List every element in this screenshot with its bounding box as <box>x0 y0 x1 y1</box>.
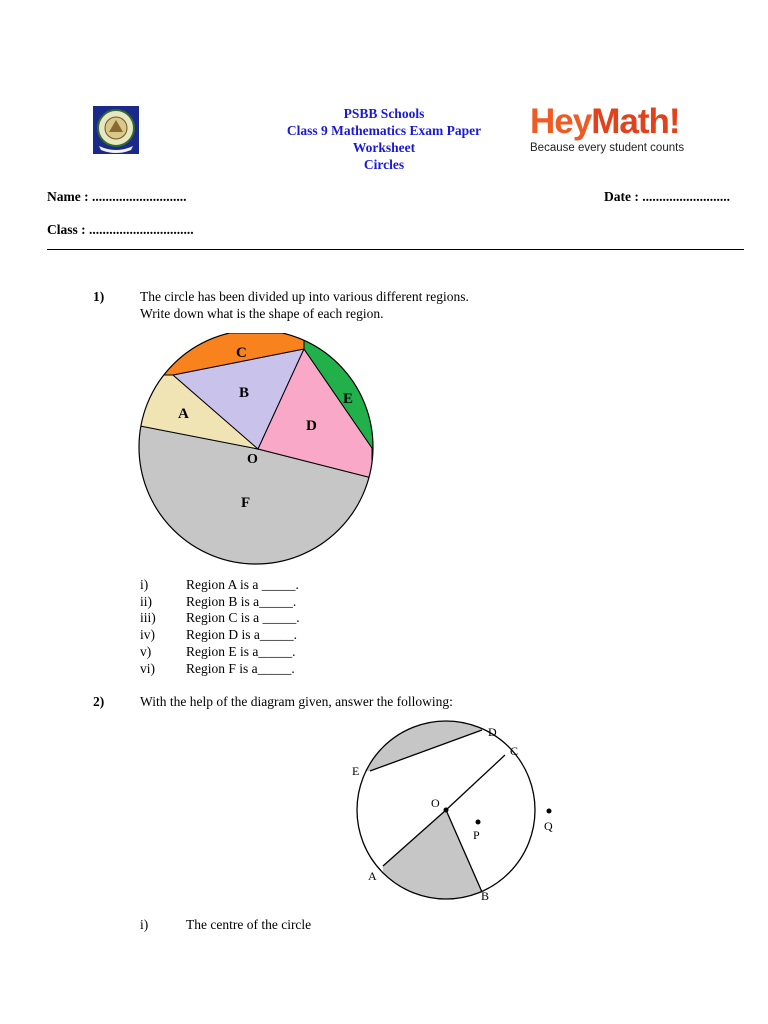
label-d2: D <box>488 725 497 739</box>
brand-name-part2: Math! <box>591 102 680 141</box>
brand-name-part1: Hey <box>530 102 592 141</box>
question-2-line1: With the help of the diagram given, answer the following: <box>140 694 453 709</box>
question-2-items <box>140 917 311 934</box>
header-divider <box>47 249 744 250</box>
list-item: vi) Region F is a_____. <box>140 660 295 676</box>
question-1-number: 1) <box>93 289 105 304</box>
label-a: A <box>178 406 189 422</box>
label-a2: A <box>368 869 377 883</box>
class-field[interactable]: Class : ............................... <box>47 222 194 237</box>
list-item: iii) Region C is a _____. <box>140 610 300 626</box>
label-q: Q <box>544 819 553 833</box>
question-1-items <box>140 577 300 677</box>
label-b2: B <box>481 889 490 903</box>
list-item: i) Region A is a _____. <box>140 577 299 592</box>
regions-circle-diagram <box>130 333 390 568</box>
label-e: E <box>343 391 354 407</box>
date-field[interactable]: Date : .......................... <box>604 189 730 204</box>
topic-title: Circles <box>363 157 405 172</box>
brand-tagline: Because every student counts <box>530 142 685 154</box>
label-c: C <box>236 345 247 361</box>
question-2-number: 2) <box>93 694 105 709</box>
school-name: PSBB Schools <box>343 106 425 121</box>
label-o2: O <box>431 796 440 810</box>
list-item: i) The centre of the circle <box>140 917 312 932</box>
label-d: D <box>306 418 317 434</box>
label-o: O <box>247 452 258 467</box>
question-1-line2: Write down what is the shape of each region. <box>140 306 384 321</box>
name-field[interactable]: Name : ............................ <box>47 189 187 204</box>
label-f: F <box>241 495 251 511</box>
label-p: P <box>473 828 480 842</box>
paper-type: Worksheet <box>352 140 416 155</box>
list-item: iv) Region D is a_____. <box>140 627 297 643</box>
chords-circle-diagram <box>340 720 570 910</box>
heymath-logo <box>530 103 705 163</box>
question-1-line1: The circle has been divided up into various different regions. <box>140 289 469 304</box>
list-item: ii) Region B is a_____. <box>140 593 297 609</box>
sector-aob <box>383 810 482 910</box>
label-c2: C <box>510 744 519 758</box>
paper-title: Class 9 Mathematics Exam Paper <box>286 123 482 138</box>
label-b: B <box>239 385 250 401</box>
label-e2: E <box>352 764 360 778</box>
list-item: v) Region E is a_____. <box>140 643 296 659</box>
